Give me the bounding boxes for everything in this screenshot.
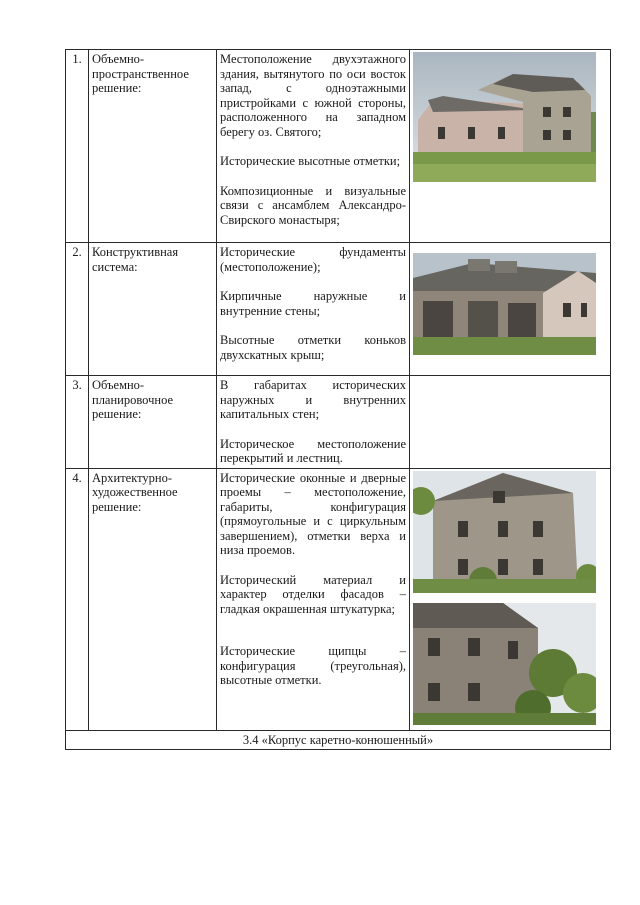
feature-description [217, 50, 410, 243]
description-paragraph: Исторические щипцы – конфигурация (треугольная), высотные отметки. [220, 644, 406, 687]
feature-name: Конструктивная система: [89, 243, 217, 376]
photo-cell [410, 376, 611, 469]
description-paragraph: Композиционные и визуальные связи с ансамблем Александро-Свирского монастыря; [220, 183, 406, 227]
table-row [66, 243, 611, 376]
description-paragraph: Высотные отметки коньков двухскатных крыш; [220, 333, 406, 362]
description-paragraph: Местоположение двухэтажного здания, вытянутого по оси восток запад, с одноэтажными пристройками с южной стороны, расположенного на западном берегу оз. Святого; [220, 52, 406, 139]
table-row [66, 376, 611, 469]
building-photo [413, 253, 596, 355]
monument-features-table [65, 49, 611, 750]
row-number: 4. [66, 468, 89, 730]
photo-cell [410, 243, 611, 376]
description-paragraph: Исторические фундаменты (местоположение); [220, 245, 406, 274]
feature-description [217, 468, 410, 730]
feature-description [217, 376, 410, 469]
feature-name: Объемно-планировочное решение: [89, 376, 217, 469]
feature-name: Объемно-пространственное решение: [89, 50, 217, 243]
table-caption: 3.4 «Корпус каретно-конюшенный» [66, 730, 611, 750]
row-number: 3. [66, 376, 89, 469]
photo-cell [410, 468, 611, 730]
feature-description [217, 243, 410, 376]
building-photo [413, 471, 596, 593]
description-paragraph: Историческое местоположение перекрытий и лестниц. [220, 436, 406, 465]
row-number: 2. [66, 243, 89, 376]
description-paragraph: В габаритах исторических наружных и внутренних капитальных стен; [220, 378, 406, 421]
table-row [66, 50, 611, 243]
description-paragraph: Исторические оконные и дверные проемы – местоположение, габариты, конфигурация (прямоугольные и с циркульным завершением), отметки верха и низа проемов. [220, 470, 406, 557]
row-number: 1. [66, 50, 89, 243]
description-paragraph: Исторические высотные отметки; [220, 154, 401, 168]
feature-name: Архитектурно-художественное решение: [89, 468, 217, 730]
description-paragraph: Исторический материал и характер отделки фасадов – гладкая окрашенная штукатурка; [220, 572, 406, 616]
building-photo [413, 603, 596, 725]
photo-cell [410, 50, 611, 243]
table-row [66, 468, 611, 730]
description-paragraph: Кирпичные наружные и внутренние стены; [220, 289, 406, 318]
table-row [66, 730, 611, 750]
building-photo [413, 52, 596, 182]
